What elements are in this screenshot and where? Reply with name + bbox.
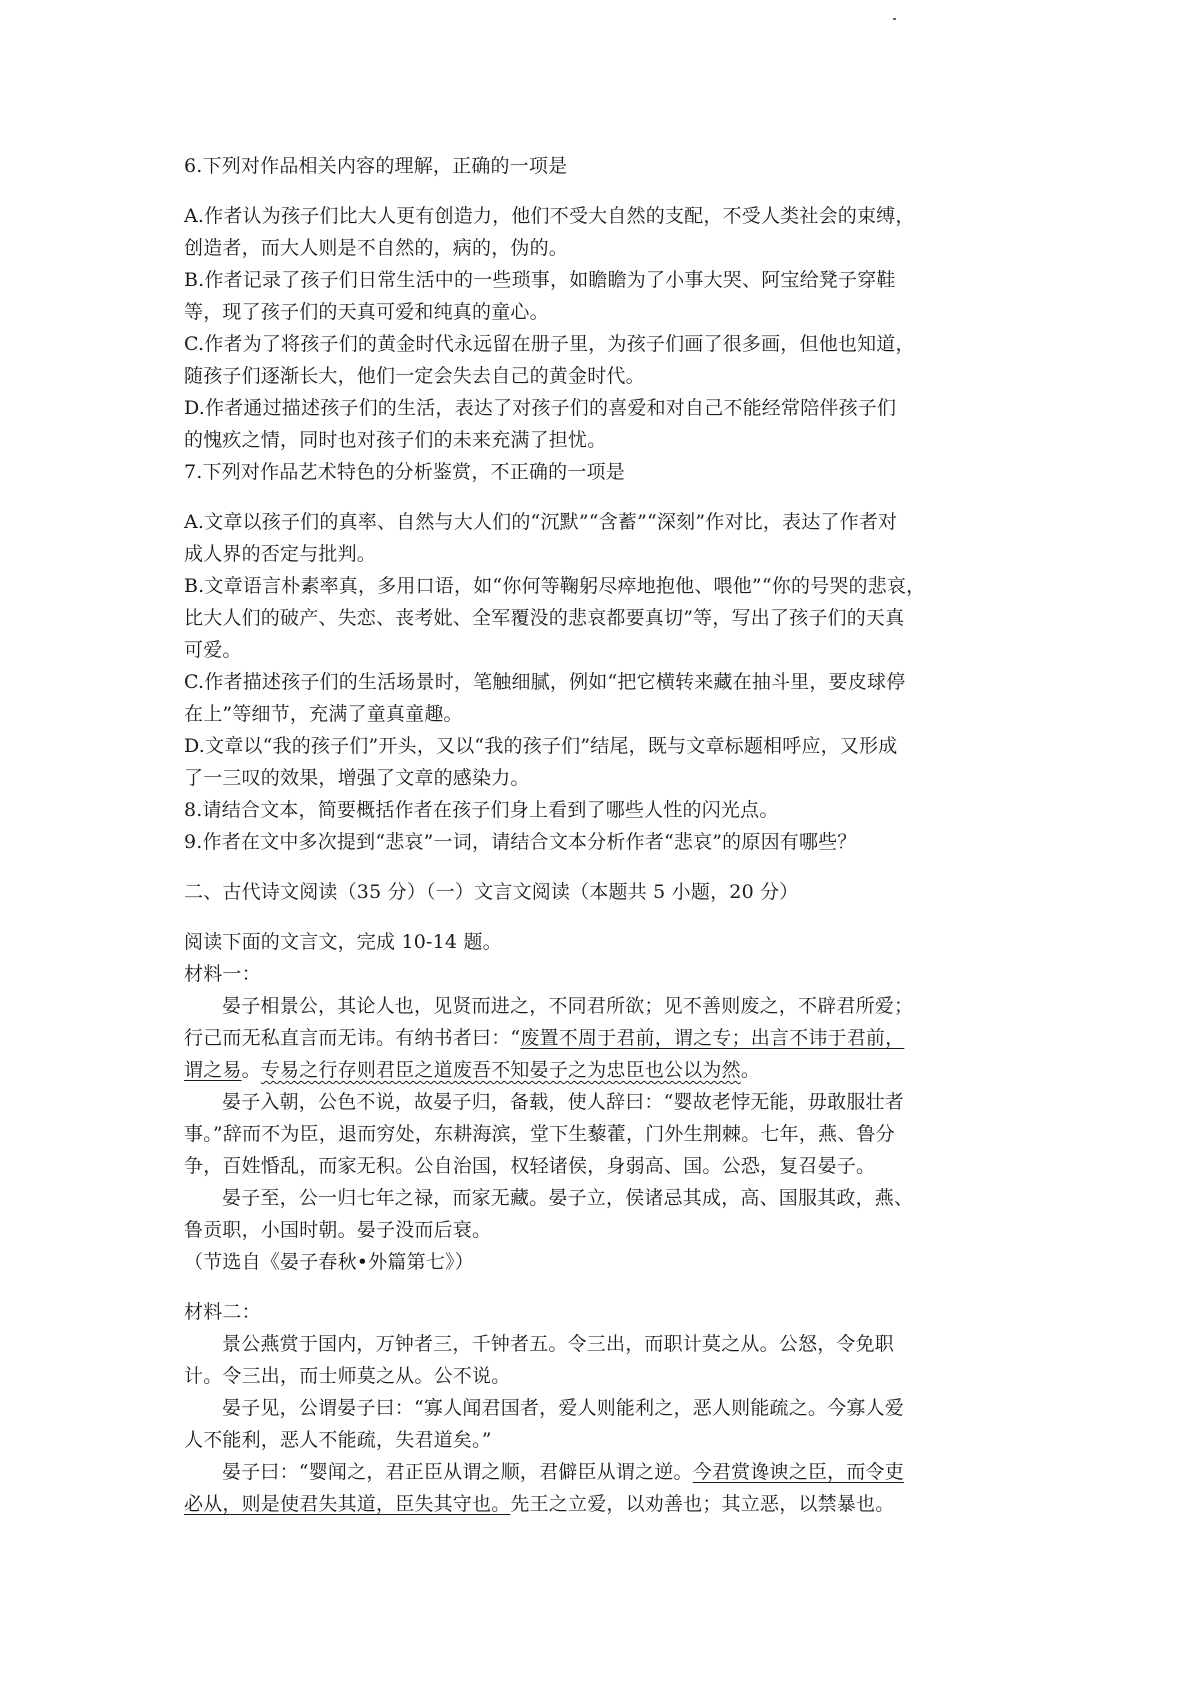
m1-text: 。 [241, 1059, 261, 1081]
m1-para3-line2: 鲁贡职，小国时朝。晏子没而后衰。 [184, 1219, 492, 1241]
question-8: 8.请结合文本，简要概括作者在孩子们身上看到了哪些人性的闪光点。 [184, 799, 779, 821]
material-1-label: 材料一： [184, 963, 261, 985]
q7-option-a-line2: 成人界的否定与批判。 [184, 543, 377, 565]
q7-option-b-line2: 比大人们的破产、失恋、丧考妣、全军覆没的悲哀都要真切”等，写出了孩子们的天真 [184, 607, 905, 629]
underlined-sentence: 必从，则是使君失其道，臣失其守也。 [184, 1493, 511, 1515]
m2-para3-line1 [184, 1456, 1034, 1488]
m1-para1-line3 [184, 1054, 1034, 1086]
reading-instruction: 阅读下面的文言文，完成 10-14 题。 [184, 931, 502, 953]
m1-source: （节选自《晏子春秋•外篇第七》） [184, 1251, 474, 1273]
wavy-underlined-sentence: 专易之行存则君臣之道废吾不知晏子之为忠臣也公以为然 [260, 1059, 741, 1081]
m2-para3-line2 [184, 1488, 1034, 1520]
q7-option-b-line1: B.文章语言朴素率真，多用口语，如“你何等鞠躬尽瘁地抱他、喂他”“你的号哭的悲哀， [184, 575, 926, 597]
q6-option-d-line2: 的愧疚之情，同时也对孩子们的未来充满了担忧。 [184, 429, 607, 451]
m1-para1-line1: 晏子相景公，其论人也，见贤而进之，不同君所欲；见不善则废之，不辟君所爱； [222, 995, 914, 1017]
m1-para2-line2: 事。”辞而不为臣，退而穷处，东耕海滨，堂下生藜藿，门外生荆棘。七年，燕、鲁分 [184, 1123, 895, 1145]
q7-option-c-line2: 在上”等细节，充满了童真童趣。 [184, 703, 463, 725]
m2-para1-line2: 计。令三出，而士师莫之从。公不说。 [184, 1365, 511, 1387]
m2-para1-line1: 景公燕赏于国内，万钟者三，千钟者五。令三出，而职计莫之从。公怒，令免职 [222, 1333, 895, 1355]
m1-text: 行己而无私直言而无讳。有纳书者曰：“ [184, 1027, 521, 1049]
q6-option-a-line2: 创造者，而大人则是不自然的，病的，伪的。 [184, 237, 569, 259]
m2-text: 晏子曰：“婴闻之，君正臣从谓之顺，君僻臣从谓之逆。 [222, 1461, 693, 1483]
q6-option-b-line1: B.作者记录了孩子们日常生活中的一些琐事，如瞻瞻为了小事大哭、阿宝给凳子穿鞋 [184, 269, 896, 291]
question-7-stem: 7.下列对作品艺术特色的分析鉴赏，不正确的一项是 [184, 461, 625, 483]
q7-option-c-line1: C.作者描述孩子们的生活场景时，笔触细腻，例如“把它横转来藏在抽斗里，要皮球停 [184, 671, 906, 693]
q6-option-a-line1: A.作者认为孩子们比大人更有创造力，他们不受大自然的支配，不受人类社会的束缚， [184, 205, 915, 227]
m1-text: 。 [740, 1059, 761, 1081]
underlined-sentence: 废置不周于君前，谓之专；出言不讳于君前， [520, 1027, 905, 1049]
m1-para3-line1: 晏子至，公一归七年之禄，而家无藏。晏子立，侯诸忌其成，高、国服其政，燕、 [222, 1187, 914, 1209]
q6-option-b-line2: 等，现了孩子们的天真可爱和纯真的童心。 [184, 301, 549, 323]
section-heading: 二、古代诗文阅读（35 分）（一）文言文阅读（本题共 5 小题，20 分） [184, 881, 799, 903]
m1-para2-line3: 争，百姓惛乱，而家无积。公自治国，权轻诸侯，身弱高、国。公恐，复召晏子。 [184, 1155, 876, 1177]
m2-text: 先王之立爱，以劝善也；其立恶，以禁暴也。 [510, 1493, 895, 1515]
underlined-sentence: 今君赏谗谀之臣，而令吏 [692, 1461, 904, 1483]
m1-para1-line2 [184, 1022, 1034, 1054]
q6-option-c-line2: 随孩子们逐渐长大，他们一定会失去自己的黄金时代。 [184, 365, 645, 387]
q6-option-c-line1: C.作者为了将孩子们的黄金时代永远留在册子里，为孩子们画了很多画，但他也知道， [184, 333, 915, 355]
q6-option-d-line1: D.作者通过描述孩子们的生活，表达了对孩子们的喜爱和对自己不能经常陪伴孩子们 [184, 397, 897, 419]
q7-option-a-line1: A.文章以孩子们的真率、自然与大人们的“沉默”“含蓄”“深刻”作对比，表达了作者对 [184, 511, 898, 533]
exam-page [184, 150, 1034, 1520]
underlined-sentence: 谓之易 [184, 1059, 242, 1081]
m1-para2-line1: 晏子入朝，公色不说，故晏子归，备载，使人辞曰：“婴故老悖无能，毋敢服壮者 [222, 1091, 904, 1113]
m2-para2-line2: 人不能利，恶人不能疏，失君道矣。” [184, 1429, 492, 1451]
material-2-label: 材料二： [184, 1301, 261, 1323]
q7-option-b-line3: 可爱。 [184, 639, 242, 661]
question-6-stem: 6.下列对作品相关内容的理解，正确的一项是 [184, 155, 568, 177]
question-9: 9.作者在文中多次提到“悲哀”一词，请结合文本分析作者“悲哀”的原因有哪些？ [184, 831, 857, 853]
q7-option-d-line2: 了一三叹的效果，增强了文章的感染力。 [184, 767, 530, 789]
q7-option-d-line1: D.文章以“我的孩子们”开头，又以“我的孩子们”结尾，既与文章标题相呼应，又形成 [184, 735, 898, 757]
scan-speck [893, 18, 896, 20]
m2-para2-line1: 晏子见，公谓晏子曰：“寡人闻君国者，爱人则能利之，恶人则能疏之。今寡人爱 [222, 1397, 904, 1419]
